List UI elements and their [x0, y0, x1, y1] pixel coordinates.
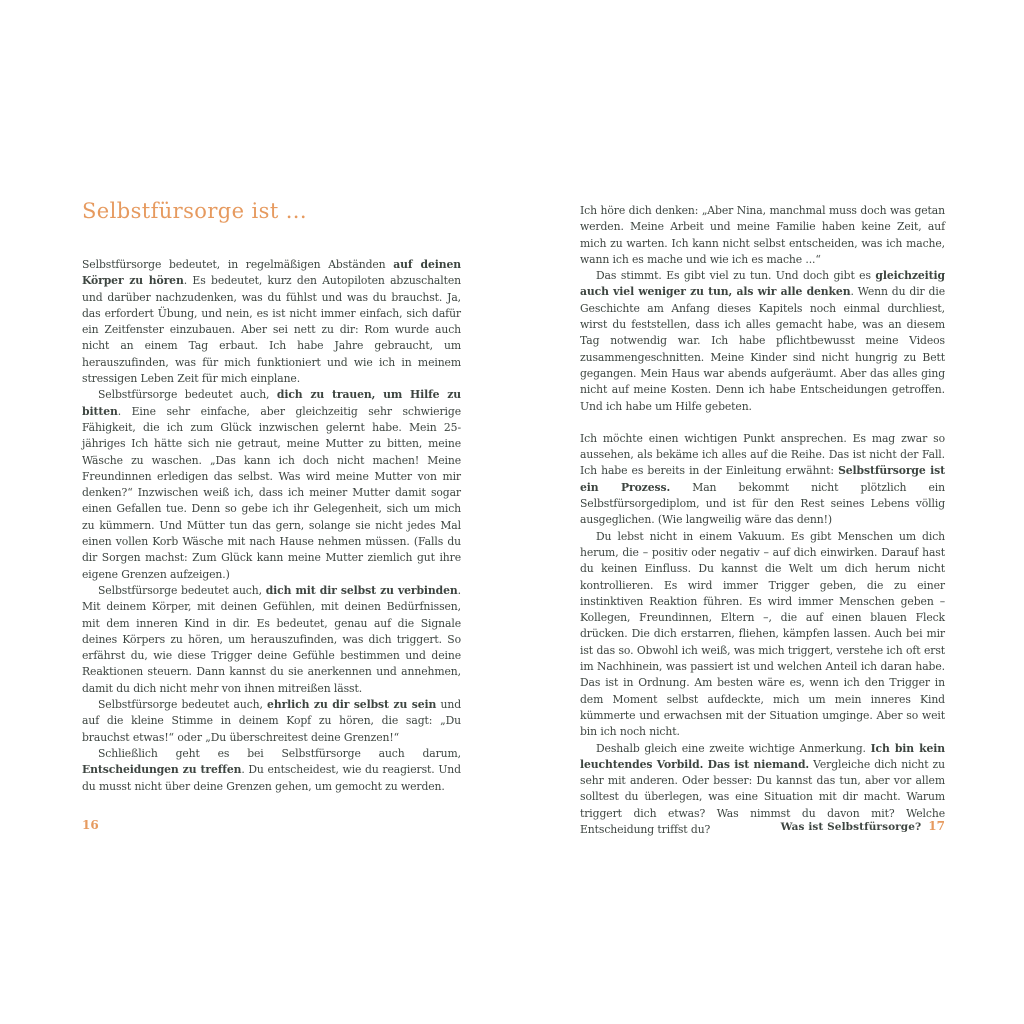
paragraph: Selbstfürsorge bedeutet, in regelmäßigen Abständen auf deinen Körper zu hören. Es bedeutet, kurz den Autopiloten abzuschalten und darüber nachzudenken, was du fühlst und was du brauchst. Ja, das erfordert Übung, und nein, es ist nicht immer einfach, sich dafür ein Zeitfenster einzubauen. Aber sei nett zu dir: Rom wurde auch nicht an einem Tag erbaut. Ich habe Jahre gebraucht, um herauszufinden, was für mich funktioniert und wie ich in meinem stressigen Leben Zeit für mich einplane. [82, 258, 461, 386]
right-page-footer [781, 819, 945, 833]
running-title: Was ist Selbstfürsorge? [780, 821, 922, 833]
paragraph: Du lebst nicht in einem Vakuum. Es gibt Menschen um dich herum, die – positiv oder negativ – auf dich einwirken. Darauf hast du keinen Einfluss. Du kannst die Welt um dich herum nicht kontrollieren. Es wird immer Trigger geben, die zu einer instinktiven Reaktion führen. Es wird immer Menschen geben – Kollegen, Freundinnen, Eltern –, die auf einen blauen Fleck drücken. Die dich erstarren, fliehen, kämpfen lassen. Auch bei mir ist das so. Obwohl ich weiß, was mich triggert, verstehe ich oft erst im Nachhinein, was passiert ist und welchen Anteil ich daran habe. Das ist in Ordnung. Am besten wäre es, wenn ich den Trigger in dem Moment selbst aufdeckte, mich um mein inneres Kind kümmerte und erwachsen mit der Situation umginge. Aber so weit bin ich noch nicht. [580, 529, 945, 739]
paragraph: Schließlich geht es bei Selbstfürsorge auch darum, Entscheidungen zu treffen. Du entscheidest, wie du reagierst. Und du musst nicht über deine Grenzen gehen, um gemocht zu werden. [82, 746, 461, 793]
left-page-body-text [82, 257, 461, 795]
chapter-heading: Selbstfürsorge ist ... [82, 199, 307, 223]
page-number-left: 16 [82, 818, 99, 832]
paragraph: Ich höre dich denken: „Aber Nina, manchmal muss doch was getan werden. Meine Arbeit und meine Familie haben keine Zeit, auf mich zu warten. Ich kann nicht selbst entscheiden, was ich mache, wann ich es mache und wie ich es mache ...“ [580, 204, 945, 266]
paragraph: Deshalb gleich eine zweite wichtige Anmerkung. Ich bin kein leuchtendes Vorbild. Das ist niemand. Vergleiche dich nicht zu sehr mit anderen. Oder besser: Du kannst das tun, aber vor allem solltest du überlegen, was eine Situation mit dir macht. Warum triggert dich etwas? Was nimmst du davon mit? Welche Entscheidung triffst du? [580, 741, 945, 836]
paragraph: Selbstfürsorge bedeutet auch, ehrlich zu dir selbst zu sein und auf die kleine Stimme in deinem Kopf zu hören, die sagt: „Du brauchst etwas!“ oder „Du überschreitest deine Grenzen!“ [82, 698, 462, 744]
paragraph: Selbstfürsorge bedeutet auch, dich mit dir selbst zu verbinden. Mit deinem Körper, mit deinen Gefühlen, mit deinen Bedürfnissen, mit dem inneren Kind in dir. Es bedeutet, genau auf die Signale deines Körpers zu hören, um herauszufinden, was dich triggert. So erfährst du, wie diese Trigger deine Gefühle bestimmen und deine Reaktionen steuern. Dann kannst du sie anerkennen und annehmen, damit du dich nicht mehr von ihnen mitreißen lässt. [82, 583, 461, 695]
paragraph: Das stimmt. Es gibt viel zu tun. Und doch gibt es gleichzeitig auch viel weniger zu tun, als wir alle denken. Wenn du dir die Geschichte am Anfang dieses Kapitels noch einmal durchliest, wirst du feststellen, dass ich alles gemacht habe, was an diesem Tag notwendig war. Ich habe pflichtbewusst meine Videos zusammengeschnitten. Meine Kinder sind nicht hungrig zu Bett gegangen. Mein Haus war abends aufgeräumt. Aber das alles ging nicht auf meine Kosten. Denn ich habe Entscheidungen getroffen. Und ich habe um Hilfe gebeten. [580, 269, 945, 413]
paragraph: Ich möchte einen wichtigen Punkt ansprechen. Es mag zwar so aussehen, als bekäme ich alles auf die Reihe. Das ist nicht der Fall. Ich habe es bereits in der Einleitung erwähnt: Selbstfürsorge ist ein Prozess. Man bekommt nicht plötzlich ein Selbstfürsorgediplom, und ist für den Rest seines Lebens völlig ausgeglichen. (Wie langweilig wäre das denn!) [580, 431, 945, 527]
page-number-right: 17 [928, 819, 945, 833]
paragraph: Selbstfürsorge bedeutet auch, dich zu trauen, um Hilfe zu bitten. Eine sehr einfache, aber gleichzeitig sehr schwierige Fähigkeit, die ich zum Glück inzwischen gelernt habe. Mein 25-jähriges Ich hätte sich nie getraut, meine Mutter zu bitten, meine Wäsche zu waschen. „Das kann ich doch nicht machen! Meine Freundinnen erledigen das selbst. Was wird meine Mutter von mir denken?“ Inzwischen weiß ich, dass ich meiner Mutter damit sogar einen Gefallen tue. Denn so gebe ich ihr Gelegenheit, sich um mich zu kümmern. Und Mütter tun das gern, solange sie nicht jedes Mal einen vollen Korb Wäsche mit nach Hause nehmen müssen. (Falls du dir Sorgen machst: Zum Glück kann meine Mutter ziemlich gut ihre eigene Grenzen aufzeigen.) [82, 388, 461, 581]
right-page-body-text [580, 203, 945, 838]
